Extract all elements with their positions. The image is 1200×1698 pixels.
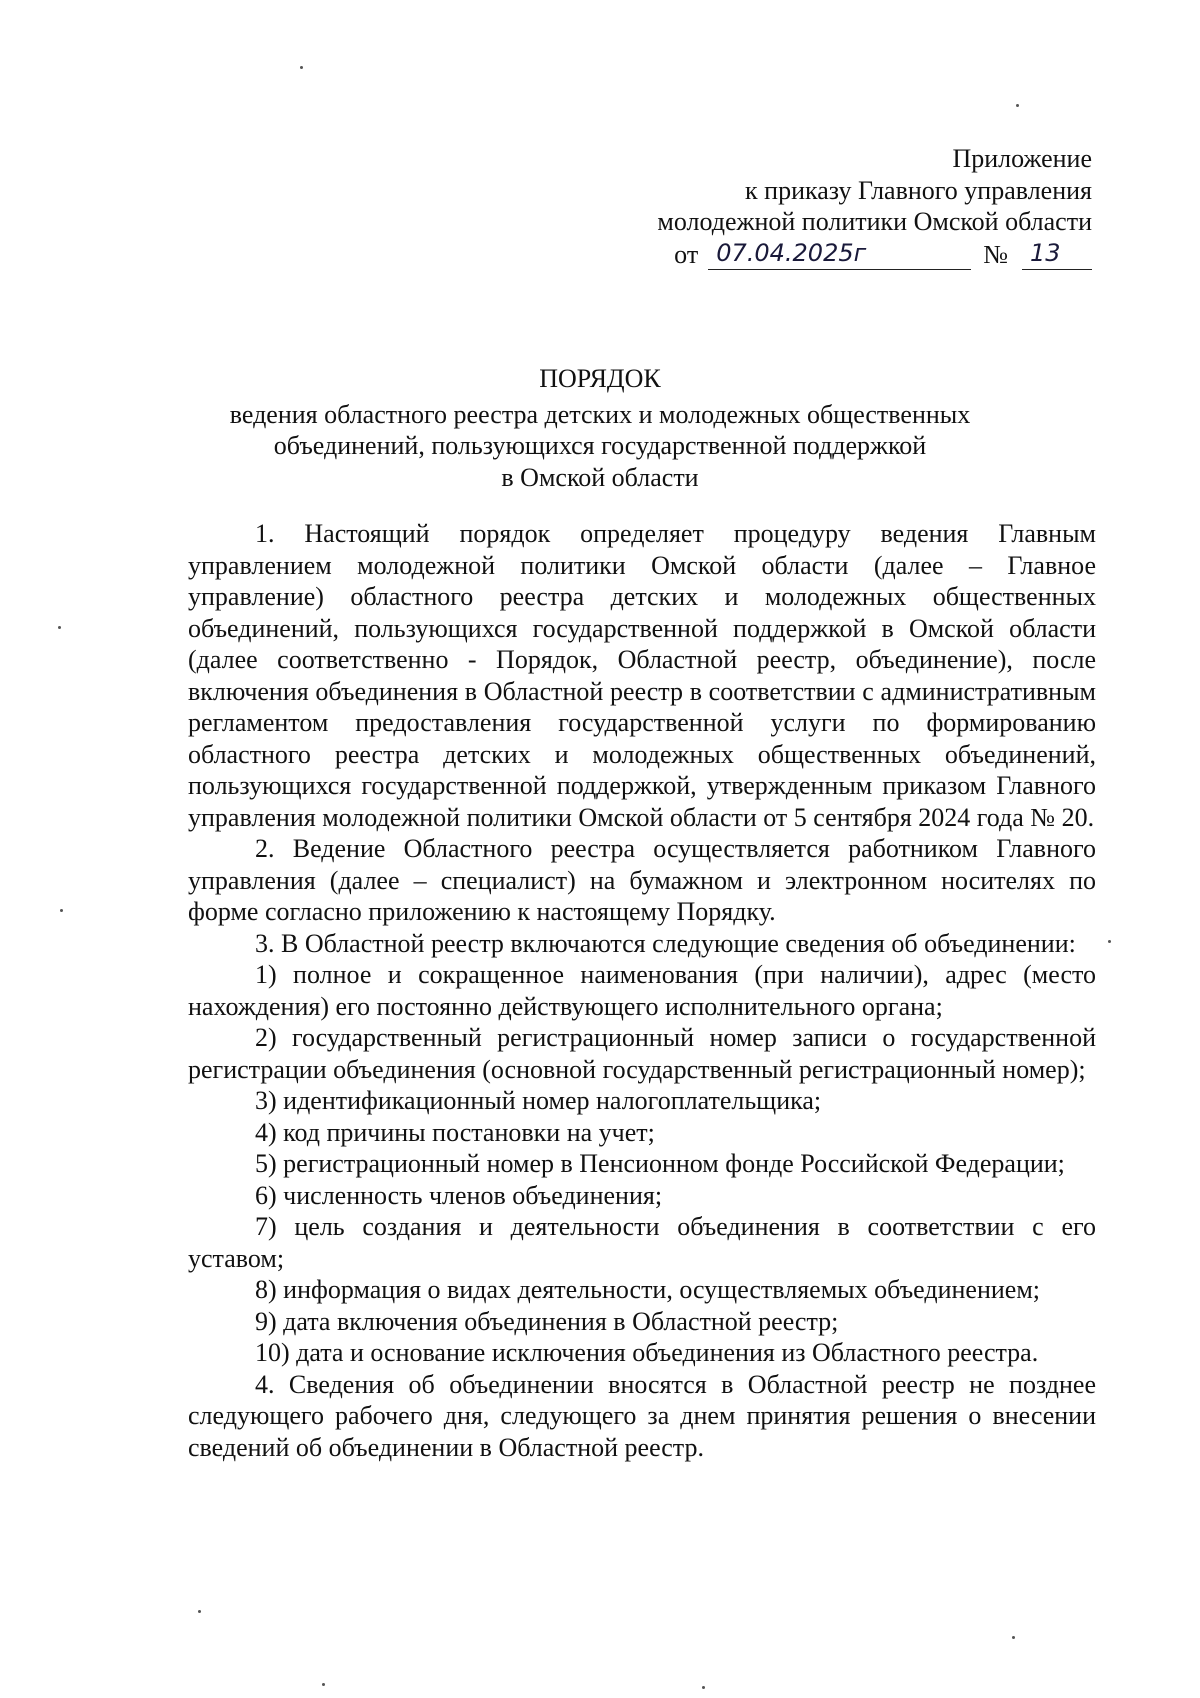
- list-item-9: 9) дата включения объединения в Областной реестр;: [255, 1306, 839, 1336]
- scan-speck: [58, 626, 61, 629]
- scan-speck: [198, 1610, 201, 1613]
- scan-speck: [1108, 940, 1111, 943]
- list-item-3: 3) идентификационный номер налогоплательщика;: [255, 1086, 822, 1115]
- paragraph-1: 1. Настоящий порядок определяет процедуру ведения Главным управлением молодежной политики Омской области (далее – Главное управление) областного реестра детских и молодежных общественных объединений, пользующихся государственной поддержкой в Омской области (далее соответственно - Порядок, Областной реестр, объединение), после включения объединения в Областной реестр в соответствии с административным регламентом предоставления государственной услуги по формированию областного реестра детских и молодежных общественных объединений, пользующихся государственной поддержкой, утвержденным приказом Главного управления молодежной политики Омской области от 5 сентября 2024 года № 20.: [188, 519, 1096, 832]
- number-sign: №: [983, 239, 1008, 269]
- scan-speck: [1016, 104, 1019, 107]
- appendix-line: к приказу Главного управления: [745, 175, 1092, 205]
- title-line: ведения областного реестра детских и молодежных общественных: [229, 399, 971, 429]
- appendix-line: молодежной политики Омской области: [657, 207, 1092, 236]
- paragraph-4: 4. Сведения об объединении вносятся в Областной реестр не позднее следующего рабочего дня, следующего за днем принятия решения о внесении сведений об объединении в Областной реестр.: [188, 1369, 1096, 1462]
- appendix-line: Приложение: [952, 144, 1092, 173]
- scan-speck: [60, 909, 63, 912]
- paragraph-3: 3. В Областной реестр включаются следующие сведения об объединении:: [255, 928, 1076, 958]
- scan-speck: [300, 66, 303, 69]
- list-item-8: 8) информация о видах деятельности, осуществляемых объединением;: [255, 1275, 1040, 1304]
- list-item-2: 2) государственный регистрационный номер записи о государственной регистрации объединения (основной государственный регистрационный номер);: [188, 1023, 1096, 1084]
- list-item-5: 5) регистрационный номер в Пенсионном фонде Российской Федерации;: [255, 1149, 1065, 1178]
- list-item-10: 10) дата и основание исключения объединения из Областного реестра.: [255, 1338, 1039, 1367]
- list-item-1: 1) полное и сокращенное наименования (при наличии), адрес (место нахождения) его постоянно действующего исполнительного органа;: [188, 960, 1096, 1021]
- title-line: в Омской области: [501, 462, 699, 492]
- paragraph-2: 2. Ведение Областного реестра осуществляется работником Главного управления (далее – специалист) на бумажном и электронном носителях по форме согласно приложению к настоящему Порядку.: [188, 834, 1096, 926]
- document-heading: ПОРЯДОК: [539, 364, 661, 393]
- appendix-block: [572, 143, 1092, 270]
- document-title-block: [0, 363, 1200, 493]
- document-body: [188, 518, 1096, 1463]
- list-item-7: 7) цель создания и деятельности объединения в соответствии с его уставом;: [188, 1212, 1096, 1273]
- handwritten-date: 07.04.2025г: [708, 238, 971, 271]
- list-item-6: 6) численность членов объединения;: [255, 1180, 663, 1210]
- list-item-4: 4) код причины постановки на учет;: [255, 1117, 655, 1147]
- scan-speck: [702, 1686, 705, 1689]
- handwritten-order-number: 13: [1022, 238, 1092, 271]
- order-date-number-line: [572, 238, 1092, 271]
- scan-speck: [322, 1683, 325, 1686]
- date-prefix: от: [674, 239, 699, 269]
- title-line: объединений, пользующихся государственной поддержкой: [273, 431, 927, 460]
- scan-speck: [1012, 1636, 1015, 1639]
